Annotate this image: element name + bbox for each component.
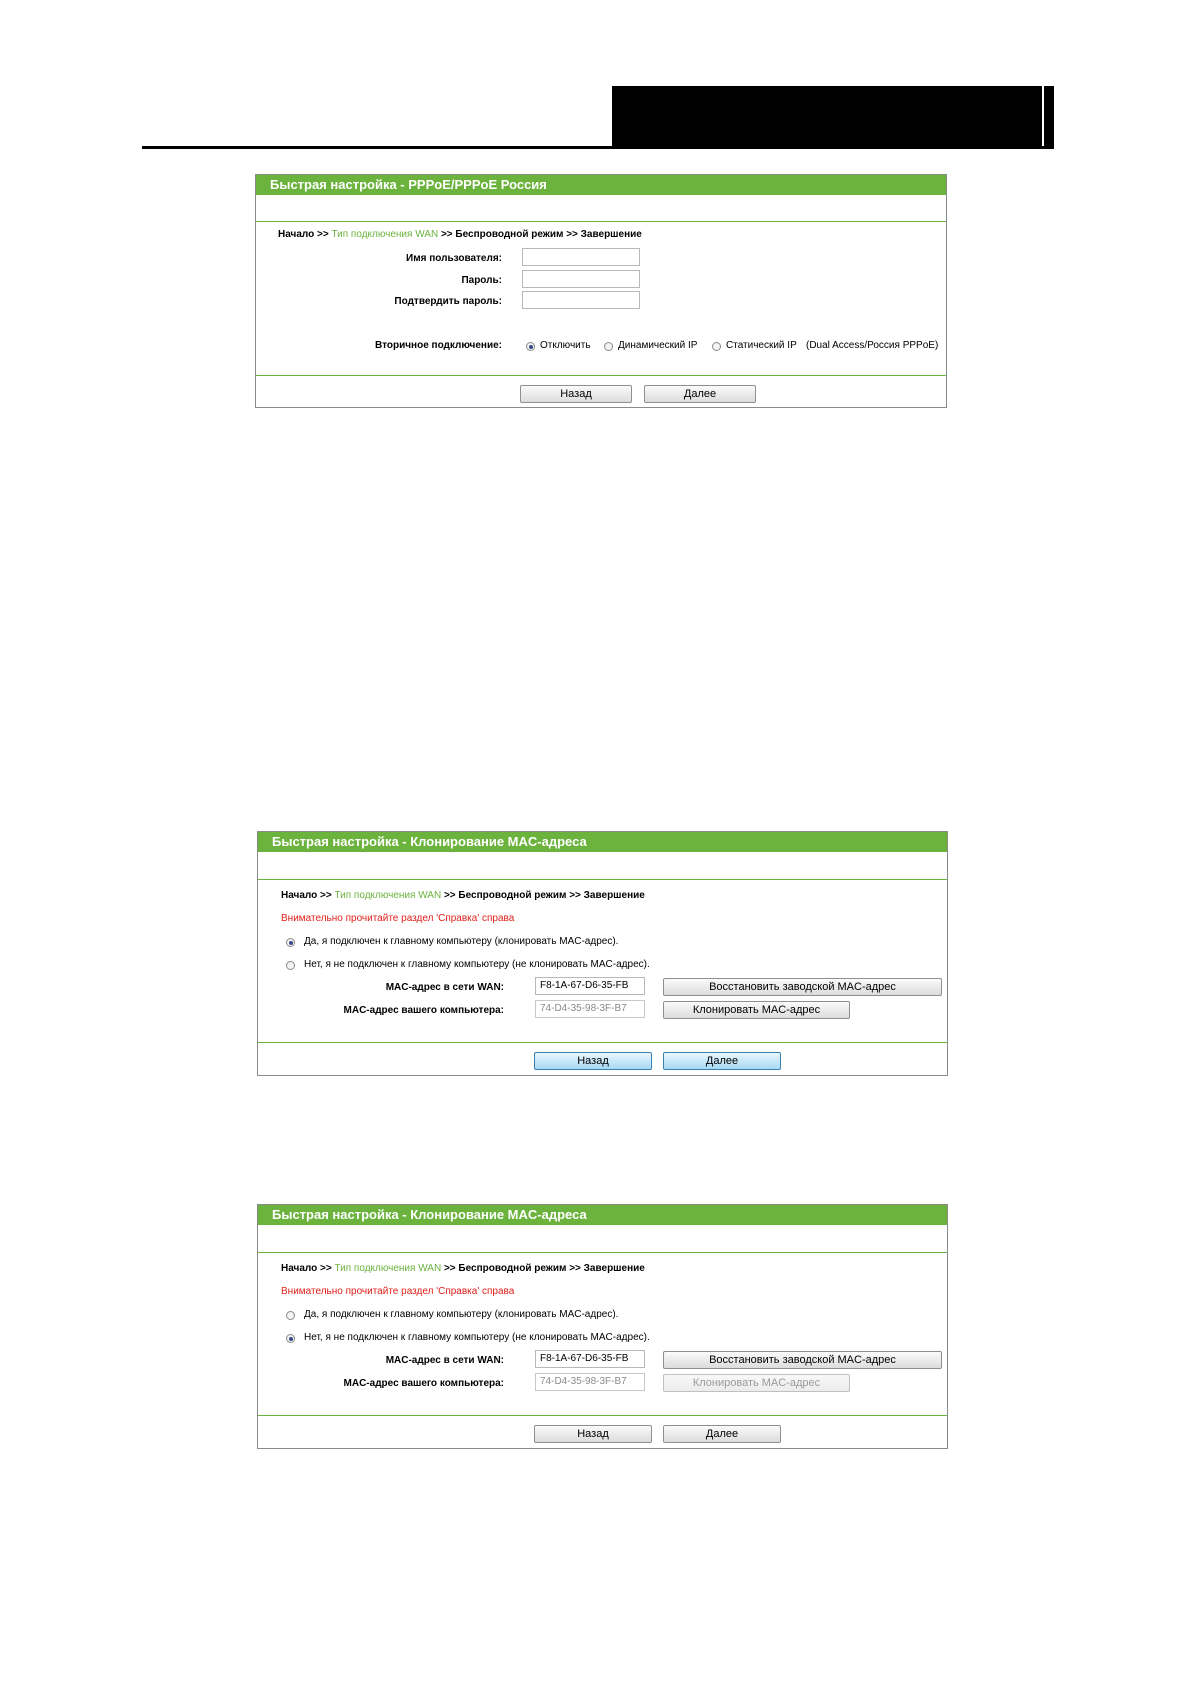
- username-field[interactable]: [522, 248, 640, 266]
- pc-mac-label: MAC-адрес вашего компьютера:: [343, 1005, 504, 1016]
- breadcrumb: [278, 229, 642, 240]
- breadcrumb-current: Тип подключения WAN: [334, 890, 442, 901]
- help-warning: Внимательно прочитайте раздел 'Справка' справа: [281, 1286, 515, 1297]
- back-button[interactable]: Назад: [534, 1425, 652, 1443]
- radio-clone-mac[interactable]: [286, 938, 295, 947]
- next-button[interactable]: Далее: [663, 1425, 781, 1443]
- title-separator: [258, 879, 947, 880]
- confirm-password-label: Подтвердить пароль:: [394, 296, 502, 307]
- clone-mac-button: Клонировать MAC-адрес: [663, 1374, 850, 1392]
- wan-mac-label: MAC-адрес в сети WAN:: [385, 982, 504, 993]
- radio-dynamic-ip[interactable]: [604, 342, 613, 351]
- mac-clone-panel-yes: [257, 831, 948, 1076]
- header-rule: [142, 146, 1054, 149]
- breadcrumb-current: Тип подключения WAN: [331, 229, 439, 240]
- panel-title: Быстрая настройка - Клонирование MAC-адреса: [258, 832, 947, 852]
- breadcrumb-start: Начало >>: [278, 229, 329, 240]
- radio-clone-mac-label: Да, я подключен к главному компьютеру (клонировать MAC-адрес).: [304, 1309, 619, 1320]
- breadcrumb-current: Тип подключения WAN: [334, 1263, 442, 1274]
- radio-no-clone-mac[interactable]: [286, 1334, 295, 1343]
- confirm-password-field[interactable]: [522, 291, 640, 309]
- radio-static-ip[interactable]: [712, 342, 721, 351]
- radio-dynamic-ip-label: Динамический IP: [618, 340, 698, 351]
- breadcrumb-rest: >> Беспроводной режим >> Завершение: [440, 229, 642, 240]
- header-black-bar: [612, 86, 1054, 148]
- secondary-connection-label: Вторичное подключение:: [375, 340, 502, 351]
- radio-no-clone-mac[interactable]: [286, 961, 295, 970]
- radio-static-ip-label: Статический IP: [726, 340, 797, 351]
- username-label: Имя пользователя:: [406, 253, 502, 264]
- footer-separator: [258, 1415, 947, 1416]
- radio-clone-mac-label: Да, я подключен к главному компьютеру (клонировать MAC-адрес).: [304, 936, 619, 947]
- wan-mac-field[interactable]: F8-1A-67-D6-35-FB: [535, 1350, 645, 1368]
- header-bar-divider: [1042, 86, 1044, 148]
- radio-disable[interactable]: [526, 342, 535, 351]
- panel-title: Быстрая настройка - PPPoE/PPPoE Россия: [256, 175, 946, 195]
- clone-mac-button[interactable]: Клонировать MAC-адрес: [663, 1001, 850, 1019]
- footer-separator: [256, 375, 946, 376]
- breadcrumb-start: Начало >>: [281, 890, 332, 901]
- help-warning: Внимательно прочитайте раздел 'Справка' справа: [281, 913, 515, 924]
- next-button[interactable]: Далее: [663, 1052, 781, 1070]
- radio-no-clone-mac-label: Нет, я не подключен к главному компьютеру (не клонировать MAC-адрес).: [304, 959, 650, 970]
- wan-mac-field[interactable]: F8-1A-67-D6-35-FB: [535, 977, 645, 995]
- next-button[interactable]: Далее: [644, 385, 756, 403]
- breadcrumb: [281, 1263, 645, 1274]
- pc-mac-field: 74-D4-35-98-3F-B7: [535, 1000, 645, 1018]
- dual-access-note: (Dual Access/Россия PPPoE): [806, 340, 939, 351]
- breadcrumb: [281, 890, 645, 901]
- restore-mac-button[interactable]: Восстановить заводской MAC-адрес: [663, 978, 942, 996]
- title-separator: [256, 221, 946, 222]
- panel-title: Быстрая настройка - Клонирование MAC-адреса: [258, 1205, 947, 1225]
- radio-disable-label: Отключить: [540, 340, 591, 351]
- breadcrumb-start: Начало >>: [281, 1263, 332, 1274]
- mac-clone-panel-no: [257, 1204, 948, 1449]
- pppoe-panel: [255, 174, 947, 408]
- password-field[interactable]: [522, 270, 640, 288]
- back-button[interactable]: Назад: [534, 1052, 652, 1070]
- radio-clone-mac[interactable]: [286, 1311, 295, 1320]
- password-label: Пароль:: [461, 275, 502, 286]
- pc-mac-field: 74-D4-35-98-3F-B7: [535, 1373, 645, 1391]
- pc-mac-label: MAC-адрес вашего компьютера:: [343, 1378, 504, 1389]
- title-separator: [258, 1252, 947, 1253]
- restore-mac-button[interactable]: Восстановить заводской MAC-адрес: [663, 1351, 942, 1369]
- breadcrumb-rest: >> Беспроводной режим >> Завершение: [443, 1263, 645, 1274]
- back-button[interactable]: Назад: [520, 385, 632, 403]
- radio-no-clone-mac-label: Нет, я не подключен к главному компьютеру (не клонировать MAC-адрес).: [304, 1332, 650, 1343]
- wan-mac-label: MAC-адрес в сети WAN:: [385, 1355, 504, 1366]
- breadcrumb-rest: >> Беспроводной режим >> Завершение: [443, 890, 645, 901]
- footer-separator: [258, 1042, 947, 1043]
